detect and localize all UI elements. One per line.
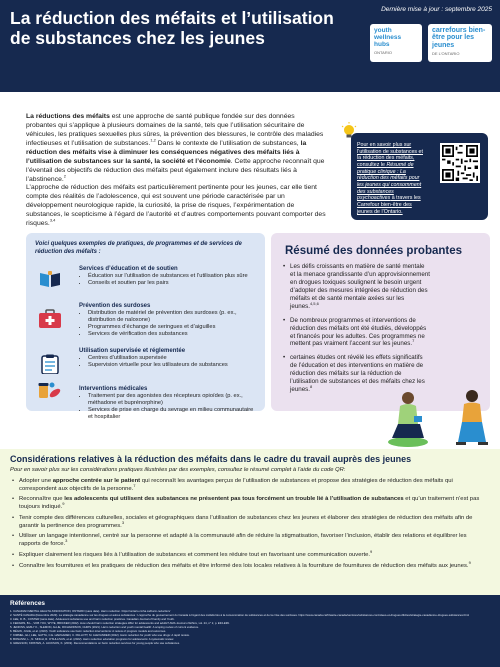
youth-work-considerations-panel xyxy=(0,449,500,595)
intro-paragraph-2 xyxy=(26,183,326,228)
harm-reduction-examples-panel xyxy=(26,233,265,421)
considerations-list xyxy=(12,478,482,574)
list-item: • Traitement par des agonistes des récepteurs opioïdes (p. ex., méthadone et buprénorphine) xyxy=(88,393,259,407)
learn-more-text-a: Pour en savoir plus sur l’utilisation de substances et la réduction des méfaits, consultez le xyxy=(357,142,423,169)
list-item xyxy=(12,548,482,560)
citation: 7 xyxy=(133,482,136,488)
reference-item: 7. KIMMEL, ELI, LEE, GATTA, C.E. HARGADEN, C. PALLOTT, M. ALEXANDER (2022). Harm reduction for youth who use drugs: A rapid review. xyxy=(10,633,190,638)
intro-paragraph-1 xyxy=(26,112,326,184)
list-item xyxy=(12,478,482,493)
references-list xyxy=(10,609,490,645)
citation: 3 xyxy=(121,519,125,525)
open-book-icon xyxy=(38,269,62,289)
reference-item: 3. LEE, D. B., COSTER (sans date). Adolescent substance use and harm reduction practices. Canadian Journal of Family and Youth. xyxy=(10,617,175,622)
list-item: • Centres d’utilisation supervisée xyxy=(88,355,259,362)
category-heading: Interventions médicales xyxy=(79,386,148,392)
qr-code[interactable] xyxy=(440,143,480,183)
category-overdose-prevention xyxy=(79,303,259,338)
considerations-subtitle: Pour en savoir plus sur les considérations pratiques illustrées par des exemples, consultez le résumé complet à l’aide du code QR: xyxy=(10,467,346,473)
references-title: Références xyxy=(10,600,46,607)
list-item: • Conseils et soutien par les pairs xyxy=(88,280,259,287)
learn-more-text xyxy=(357,142,425,215)
list-item: • Supervision virtuelle pour les utilisateurs de substances xyxy=(88,362,259,369)
list-item xyxy=(12,515,482,530)
list-item xyxy=(12,533,482,548)
header-banner xyxy=(0,0,500,92)
category-heading: Services d’éducation et de soutien xyxy=(79,266,178,272)
learn-more-text-b: à travers les Carrefour bien-être des jeunes de l’Ontario. xyxy=(357,195,421,215)
intro-lead-bold: La réductions des méfaits xyxy=(26,113,110,120)
citation: 2 xyxy=(63,173,67,179)
consideration-text: Adopter une xyxy=(19,478,53,484)
reference-item: 8. BONANNI, L., N. SINGH, R. O’SULLIVAN, et al. (2022). Harm reduction education programs for adolescents: A systematic review. xyxy=(10,637,174,642)
carrefours-bien-etre-logo xyxy=(428,24,492,62)
examples-title: Voici quelques exemples de pratiques, de programmes et de services de réduction des méfaits : xyxy=(35,241,242,255)
citation: 8 xyxy=(309,384,313,390)
list-item: • Éducation sur l’utilisation de substances et l’utilisation plus sûre xyxy=(88,273,259,280)
citation: 9 xyxy=(62,501,65,507)
last-update-date: Dernière mise à jour : septembre 2025 xyxy=(381,6,492,13)
youth-illustration xyxy=(386,384,496,450)
list-item: • Programmes d’échange de seringues et d’aiguilles xyxy=(88,324,259,331)
reference-item: 2. SANTÉ CANADA (Décembre 2023). La stratégie canadienne sur les drogues et autres substances : L’approche du gouvernement du Canada à l’égard des méfaits liés à la consommation de substances et de la crise des surdoses. https://www.canada.ca/fr/sante-canada/services/substances-controlees-et-drogues-illicites/strategie-canadienne-drogues-substances.html xyxy=(10,613,469,618)
intro-text-a: est une approche de santé publique fondée sur des données probantes qui s’applique à plusieurs domaines de la santé, tels que l’utilisation sécuritaire de véhicules, les pratiques sexuelles plus sûres, la prévention des blessures, le contrôle des maladies infectieuses et l’utilisation de substances. xyxy=(26,113,324,148)
consideration-text: Reconnaître que xyxy=(19,496,65,503)
logo-cbj-name: carrefours bien-être pour les jeunes xyxy=(432,27,486,49)
list-item xyxy=(283,263,431,311)
consideration-text: et qu’un traitement n’est pas toujours indiqué. xyxy=(19,496,480,511)
learn-more-box xyxy=(351,133,488,220)
reference-item: 9. GREGSON, KRISTEN, A. JACKSON, K. (2019). Recommendations on harm reduction services for young people who use substances. xyxy=(10,641,180,646)
citation: 3 xyxy=(65,538,68,544)
reference-item: 1. CANADIAN MENTAL HEALTH ASSOCIATION, ONTARIO (sans date). Harm reduction. https://ontario.cmha.ca/harm-reduction/ xyxy=(10,609,171,613)
page-title: La réduction des méfaits et l’utilisation de substances chez les jeunes xyxy=(10,8,334,49)
category-heading: Utilisation supervisée et réglementée xyxy=(79,348,186,354)
reference-item: 6. BÉGIN, JULIE, et al. (2023). Youth substance use harm reduction interventions: A review of program models and outcomes. xyxy=(10,629,167,634)
category-education-support xyxy=(79,266,259,287)
youth-wellness-hubs-logo xyxy=(370,24,422,62)
consideration-text: Utiliser un langage intentionnel, centré sur la personne et adapté à la communauté afin de réduire la stigmatisation, favoriser l’inclusion, établir des relations et équilibrer les rapports de force. xyxy=(19,533,467,547)
reference-item: 4. FERARIS, B.L., VOB YOU, WYTE, BRICKER (2022). How should harm reduction strategies differ for adolescents and adults? AMA Journal of Ethics, vol. 24, n° 2, p. E94-E99. xyxy=(10,621,230,626)
reference-item: 5. JENKINS, EMILY K., SLEMON, ALLIE, RICHARDSON, CHRIS (2021). Harm reduction and youth mental health: A scoping review of current evidence. xyxy=(10,625,199,630)
list-item xyxy=(12,496,482,511)
list-item xyxy=(283,317,431,349)
list-item: • Services de prise en charge du sevrage en milieu communautaire et hospitalier xyxy=(88,407,259,421)
clinical-practice-summary-link[interactable]: Résumé de pratique clinique : La réduction des méfaits pour les jeunes qui consomment des substances psychoactives xyxy=(357,162,422,202)
logo-cbj-region: DE L’ONTARIO xyxy=(432,51,460,57)
logo-ywh-name: youth wellness hubs xyxy=(374,27,402,49)
intro-text-p2: L’approche de réduction des méfaits est particulièrement pertinente pour les jeunes, car elle tient compte des réalités de l’adolescence, qui est souvent une période caractérisée par un développement neurologique rapide, la curiosité, la prise de risques, l’expérimentation de substances, le scepticisme à l’égard de l’autorité et d’autres comportements pouvant comporter des risques. xyxy=(26,184,326,228)
citation: 1,2 xyxy=(150,137,156,143)
evidence-text: certaines études ont révélé les effets significatifs de l’éducation et des interventions en matière de réduction des méfaits sur la réduction de l’utilisation de substances et des méfaits chez les jeunes. xyxy=(290,354,425,394)
list-item: • Services de vérification des substances xyxy=(88,331,259,338)
list-item: • Distribution de matériel de prévention des surdoses (p. ex., distribution de naloxone) xyxy=(88,310,259,324)
citation: 3,4 xyxy=(49,217,56,223)
considerations-title: Considérations relatives à la réduction des méfaits dans le cadre du travail auprès des jeunes xyxy=(10,454,412,464)
intro-text-c: . Cette approche reconnaît que l’éventail des objectifs de réduction des méfaits peut également inclure des résultats liés à l’abstinence. xyxy=(26,158,325,184)
consideration-text: Tenir compte des différences culturelles, sociales et géographiques dans l’utilisation de substances chez les jeunes et élaborer des stratégies de réduction des méfaits afin de garantir la pertinence des programmes. xyxy=(19,514,473,529)
evidence-list xyxy=(283,263,431,400)
consideration-text: Expliquer clairement les risques liés à l’utilisation de substances et comment les réduire tout en favorisant une communication ouverte. xyxy=(19,551,370,558)
category-heading: Prévention des surdoses xyxy=(79,303,151,309)
first-aid-kit-icon xyxy=(38,309,62,329)
evidence-text: Les défis croissants en matière de santé mentale et la menace grandissante d’un approvisionnement en drogues toxiques soulignent le besoin urgent d’adopter des mesures intégrées de réduction des méfaits et de santé mentale axées sur les jeunes. xyxy=(290,263,430,310)
consideration-text: qui reconnaît les avantages perçus de l’utilisation de substances et propose des stratégies de réduction des méfaits qui correspondent aux objectifs de la personne. xyxy=(19,478,453,492)
consideration-bold: approche centrée sur le patient xyxy=(52,478,141,484)
citation: 7 xyxy=(412,338,415,344)
list-item xyxy=(12,559,482,571)
category-supervised-use xyxy=(79,348,259,369)
clipboard-icon xyxy=(38,354,62,374)
logo-ywh-region: ONTARIO xyxy=(374,50,392,56)
citation: 9 xyxy=(468,559,471,565)
pills-icon xyxy=(38,380,62,400)
category-medical-interventions xyxy=(79,386,259,421)
references-section xyxy=(0,595,500,667)
evidence-text: De nombreux programmes et interventions de réduction des méfaits ont été étudiés, développés et financés pour les adultes. Ces programmes ne mettent pas vraiment l’accent sur les jeunes. xyxy=(290,316,427,348)
citation: 9 xyxy=(370,548,373,554)
evidence-summary-title: Résumé des données probantes xyxy=(285,245,463,257)
consideration-text: Connaître les fournitures et les pratiques de réduction des méfaits et être informé des lois locales relatives à la fourniture de fournitures de réduction des méfaits aux jeunes. xyxy=(19,562,469,569)
consideration-bold: les adolescents qui utilisent des substances ne présentent pas tous forcément un trouble lié à l’utilisation de substances xyxy=(64,496,404,503)
intro-bold-goal: la réduction des méfaits vise à diminuer les conséquences négatives des méfaits liés à l’utilisation de substances sur la santé, la société et l’économie xyxy=(26,140,307,166)
intro-text-b: Dans le contexte de l’utilisation de substances, xyxy=(155,140,301,148)
citation: 4,5,6 xyxy=(309,300,319,306)
